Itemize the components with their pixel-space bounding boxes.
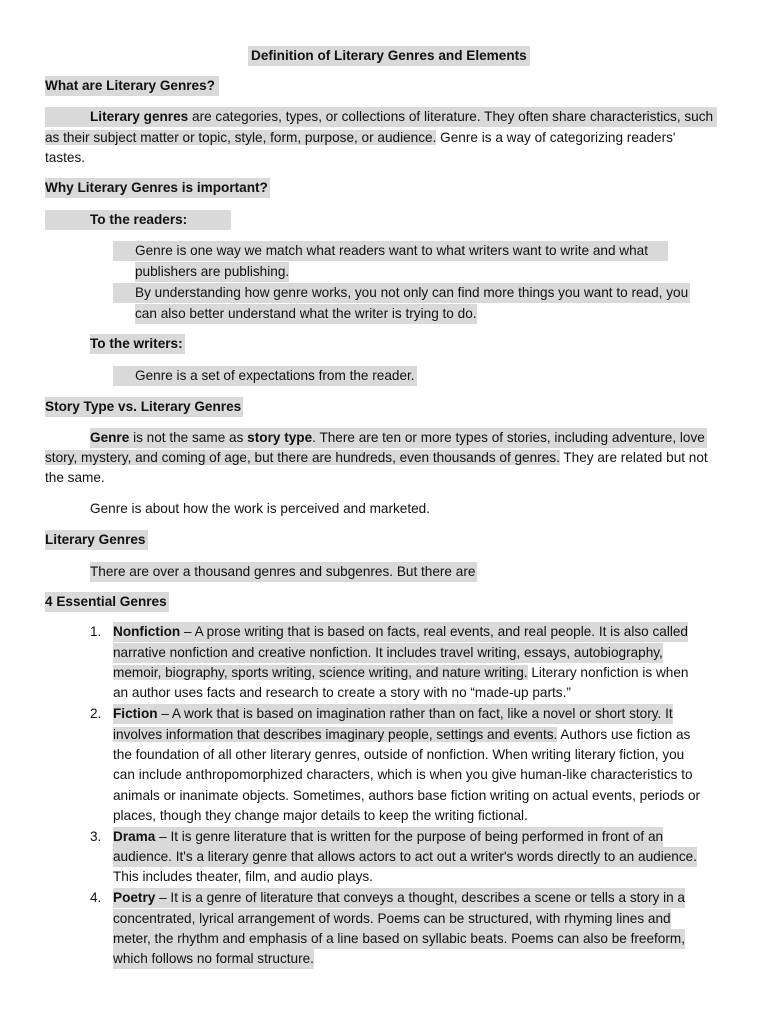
fiction-line4: can include anthropomorphized characters, which is when you give human-like characteristics to bbox=[113, 767, 693, 782]
highlighted-text: story, mystery, and coming of age, but there are hundreds, even thousands of genres. bbox=[45, 450, 560, 465]
paragraph-text: Authors use fiction as bbox=[557, 727, 691, 742]
paragraph-thousand-genres: There are over a thousand genres and subgenres. But there are bbox=[90, 562, 477, 582]
fiction-line3: the foundation of all other literary genres, outside of nonfiction. When writing literary fiction, you bbox=[113, 747, 685, 762]
writers-bullet-1: Genre is a set of expectations from the reader. bbox=[113, 366, 417, 386]
paragraph-text: are categories, types, or collections of literature. They often share characteristics, such bbox=[188, 109, 714, 124]
paragraph-text: – It is a genre of literature that conveys a thought, describes a scene or tells a story in a bbox=[155, 890, 685, 905]
term-poetry: Poetry bbox=[113, 890, 156, 905]
highlighted-text: involves information that describes imaginary people, settings and events. bbox=[113, 727, 558, 742]
readers-bullet-1-line2: publishers are publishing. bbox=[135, 262, 289, 282]
paragraph-text: . There are ten or more types of stories, including adventure, love bbox=[312, 430, 705, 445]
term-fiction: Fiction bbox=[113, 706, 158, 721]
label-to-the-writers: To the writers: bbox=[90, 334, 185, 354]
poetry-line2: concentrated, lyrical arrangement of words. Poems can be structured, with rhyming lines and bbox=[113, 909, 671, 929]
nonfiction-line3 bbox=[113, 663, 689, 683]
drama-line3: This includes theater, film, and audio plays. bbox=[113, 869, 373, 884]
paragraph-text: Literary nonfiction is when bbox=[527, 665, 689, 680]
fiction-line6: places, though they change major details to keep the writing fictional. bbox=[113, 808, 528, 823]
heading-what-are-genres: What are Literary Genres? bbox=[45, 76, 219, 96]
poetry-line3: meter, the rhythm and emphasis of a line based on syllabic beats. Poems can also be freeform, bbox=[113, 929, 685, 949]
term-literary-genres: Literary genres bbox=[90, 109, 189, 124]
readers-bullet-2-line1: By understanding how genre works, you not only can find more things you want to read, you bbox=[113, 283, 690, 303]
paragraph-text: – A work that is based on imagination rather than on fact, like a novel or short story. It bbox=[157, 706, 673, 721]
readers-bullet-1-line1: Genre is one way we match what readers want to what writers want to write and what bbox=[113, 241, 668, 261]
list-number-3: 3. bbox=[90, 829, 102, 844]
readers-bullet-2-line2: can also better understand what the writer is trying to do. bbox=[135, 304, 477, 324]
fiction-line5: animals or inanimate objects. Sometimes, authors base fiction writing on actual events, periods or bbox=[113, 788, 701, 803]
list-number-4: 4. bbox=[90, 890, 102, 905]
heading-why-important: Why Literary Genres is important? bbox=[45, 178, 270, 198]
highlighted-text: memoir, biography, sports writing, science writing, and nature writing. bbox=[113, 665, 528, 680]
paragraph-text: Genre is a way of categorizing readers' bbox=[436, 130, 676, 145]
paragraph-definition-line3: tastes. bbox=[45, 150, 86, 165]
heading-essential-genres: 4 Essential Genres bbox=[45, 592, 169, 612]
paragraph-definition-line1 bbox=[45, 107, 717, 127]
drama-line1 bbox=[113, 827, 663, 847]
paragraph-genre-vs-story-line3: the same. bbox=[45, 470, 105, 485]
list-number-1: 1. bbox=[90, 624, 102, 639]
page-title: Definition of Literary Genres and Elements bbox=[248, 46, 530, 66]
paragraph-text: is not the same as bbox=[129, 430, 248, 445]
label-to-the-readers: To the readers: bbox=[45, 210, 231, 230]
paragraph-genre-vs-story-line1 bbox=[90, 428, 707, 448]
term-story-type: story type bbox=[247, 430, 313, 445]
heading-story-type: Story Type vs. Literary Genres bbox=[45, 397, 243, 417]
paragraph-text: – It is genre literature that is written for the purpose of being performed in front of an bbox=[155, 829, 664, 844]
term-drama: Drama bbox=[113, 829, 156, 844]
term-genre: Genre bbox=[90, 430, 130, 445]
paragraph-genre-vs-story-line2 bbox=[45, 448, 708, 468]
drama-line2: audience. It's a literary genre that allows actors to act out a writer's words directly to an audience. bbox=[113, 847, 697, 867]
paragraph-text: – A prose writing that is based on facts, real events, and real people. It is also called bbox=[180, 624, 688, 639]
nonfiction-line2: narrative nonfiction and creative nonfiction. It includes travel writing, essays, autobiography, bbox=[113, 643, 663, 663]
list-number-2: 2. bbox=[90, 706, 102, 721]
poetry-line1 bbox=[113, 888, 685, 908]
paragraph-definition-line2 bbox=[45, 128, 675, 148]
poetry-line4: which follows no formal structure. bbox=[113, 949, 314, 969]
nonfiction-line1 bbox=[113, 622, 688, 642]
fiction-line1 bbox=[113, 704, 673, 724]
term-nonfiction: Nonfiction bbox=[113, 624, 181, 639]
paragraph-perceived: Genre is about how the work is perceived and marketed. bbox=[90, 501, 431, 516]
heading-literary-genres: Literary Genres bbox=[45, 530, 148, 550]
nonfiction-line4: an author uses facts and research to create a story with no “made-up parts.” bbox=[113, 685, 571, 700]
paragraph-text: They are related but not bbox=[559, 450, 708, 465]
fiction-line2 bbox=[113, 725, 690, 745]
highlighted-text: as their subject matter or topic, style, form, purpose, or audience. bbox=[45, 130, 437, 145]
